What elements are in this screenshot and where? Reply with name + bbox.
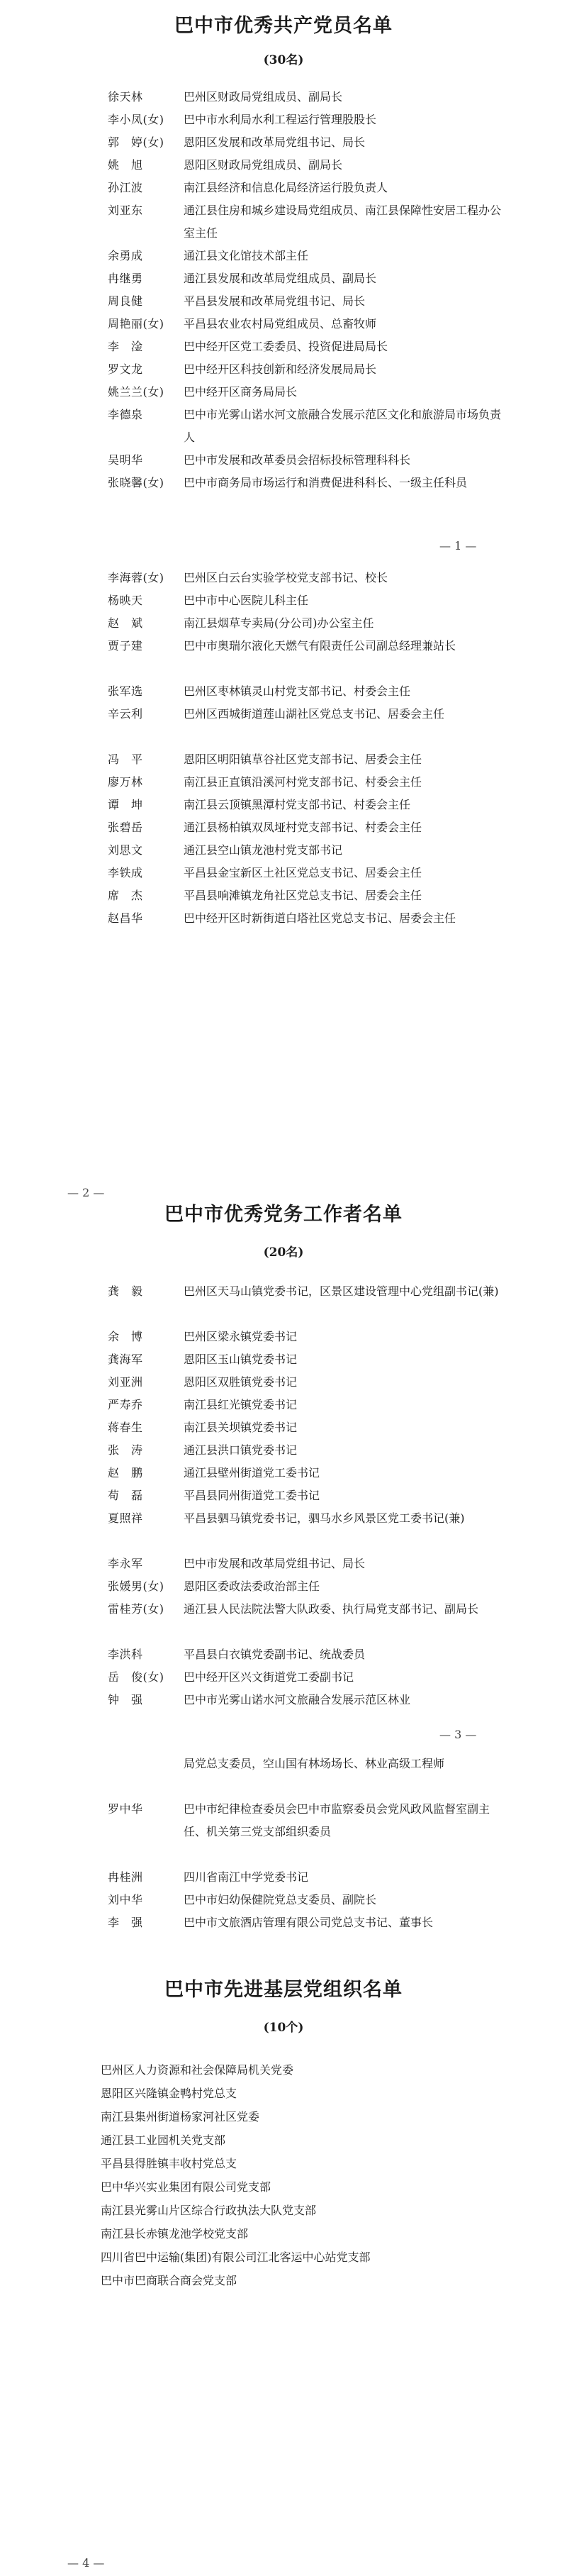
member-name: 李永军 [108,1557,143,1570]
member-name: 冉继勇 [108,272,143,285]
member-role: 平昌县农业农村局党组成员、总畜牧师 [184,317,377,331]
member-name: 谭 坤 [108,798,143,811]
member-name: 严寿乔 [108,1398,143,1411]
member-role: 南江县云顶镇黑潭村党支部书记、村委会主任 [184,798,411,811]
member-name: 余 博 [108,1330,143,1343]
member-name: 姚兰兰(女) [108,385,164,399]
member-role: 巴中市光雾山诺水河文旅融合发展示范区林业 [184,1693,411,1706]
member-role: 巴中市发展和改革局党组书记、局长 [184,1557,366,1570]
member-name: 冯 平 [108,753,143,766]
member-name: 刘中华 [108,1893,143,1906]
list-item: 南江县集州街道杨家河社区党委 [101,2110,260,2123]
member-role: 巴中市妇幼保健院党总支委员、副院长 [184,1893,377,1906]
member-name: 张晓馨(女) [108,476,164,489]
member-role: 平昌县金宝新区土社区党总支书记、居委会主任 [184,866,422,879]
list-item: 巴中市巴商联合商会党支部 [101,2274,237,2287]
member-role: 恩阳区明阳镇草谷社区党支部书记、居委会主任 [184,753,422,766]
member-name: 刘亚东 [108,204,143,217]
member-name: 姚 旭 [108,158,143,172]
member-name: 龚 毅 [108,1284,143,1298]
member-role: 通江县住房和城乡建设局党组成员、南江县保障性安居工程办公室主任 [184,204,502,240]
list-item: 南江县光雾山片区综合行政执法大队党支部 [101,2204,317,2217]
member-role: 通江县文化馆技术部主任 [184,249,309,262]
member-role: 通江县杨柏镇双凤垭村党支部书记、村委会主任 [184,821,422,834]
member-name: 李海蓉(女) [108,571,164,584]
member-name: 周良健 [108,294,143,308]
member-name: 贾子建 [108,639,143,653]
member-name: 李洪科 [108,1648,143,1661]
member-role: 南江县烟草专卖局(分公司)办公室主任 [184,616,374,630]
member-role: 平昌县白衣镇党委副书记、统战委员 [184,1648,366,1661]
member-role: 巴中经开区商务局局长 [184,385,298,399]
page-number: — 4 — [67,2556,105,2570]
member-role: 恩阳区双胜镇党委书记 [184,1375,298,1389]
member-name: 吴明华 [108,453,143,467]
member-role: 巴中市纪律检查委员会巴中市监察委员会党风政风监督室副主任、机关第三党支部组织委员 [184,1802,490,1838]
member-name: 杨映天 [108,594,143,607]
member-role: 通江县洪口镇党委书记 [184,1443,298,1457]
member-name: 张媛男(女) [108,1580,164,1593]
member-name: 冉桂洲 [108,1870,143,1884]
member-role: 恩阳区发展和改革局党组书记、局长 [184,135,366,149]
list-item: 四川省巴中运输(集团)有限公司江北客运中心站党支部 [101,2250,371,2264]
member-name: 郭 婷(女) [108,135,164,149]
member-role: 巴中经开区兴文街道党工委副书记 [184,1670,354,1684]
member-name: 余勇成 [108,249,143,262]
member-role: 通江县人民法院法警大队政委、执行局党支部书记、副局长 [184,1602,479,1616]
member-role: 平昌县发展和改革局党组书记、局长 [184,294,366,308]
page-number: — 2 — [67,1186,105,1199]
member-role: 巴州区天马山镇党委书记，区景区建设管理中心党组副书记(兼) [184,1284,499,1298]
member-role: 巴州区白云台实验学校党支部书记、校长 [184,571,388,584]
member-role: 平昌县驷马镇党委书记，驷马水乡风景区党工委书记(兼) [184,1511,465,1525]
member-name: 辛云利 [108,707,143,721]
list-item: 恩阳区兴隆镇金鸭村党总支 [101,2087,237,2100]
member-name: 赵昌华 [108,911,143,925]
member-role: 平昌县同州街道党工委书记 [184,1489,320,1502]
section-count: (20名) [263,1245,304,1260]
member-role: 平昌县响滩镇龙角社区党总支书记、居委会主任 [184,889,422,902]
member-name: 罗中华 [108,1802,143,1816]
member-name: 夏照祥 [108,1511,143,1525]
member-role: 恩阳区委政法委政治部主任 [184,1580,320,1593]
member-name: 张碧岳 [108,821,143,834]
member-name: 李铁成 [108,866,143,879]
member-name: 李小凤(女) [108,113,164,126]
member-role: 四川省南江中学党委书记 [184,1870,309,1884]
list-item: 巴中华兴实业集团有限公司党支部 [101,2180,271,2194]
member-role: 巴中经开区科技创新和经济发展局局长 [184,362,377,376]
member-name: 李 强 [108,1916,143,1929]
member-name: 雷桂芳(女) [108,1602,164,1616]
member-name: 廖万林 [108,775,143,789]
section-count: (30名) [263,53,304,67]
member-role: 巴中市奥瑞尔液化天燃气有限责任公司副总经理兼站长 [184,639,456,653]
member-name: 席 杰 [108,889,143,902]
member-name: 刘亚洲 [108,1375,143,1389]
member-role: 巴中市光雾山诺水河文旅融合发展示范区文化和旅游局市场负责人 [184,408,502,444]
member-name: 李 淦 [108,340,143,353]
member-name: 刘思文 [108,843,143,857]
section-count: (10个) [263,2021,304,2035]
member-role: 巴中市中心医院儿科主任 [184,594,309,607]
member-role: 巴州区西城街道莲山湖社区党总支书记、居委会主任 [184,707,445,721]
member-role: 南江县经济和信息化局经济运行股负责人 [184,181,388,194]
member-name: 孙江波 [108,181,143,194]
member-name: 李德泉 [108,408,143,421]
member-name: 赵 斌 [108,616,143,630]
list-item: 平昌县得胜镇丰收村党总支 [101,2157,237,2170]
member-name: 徐天林 [108,90,143,104]
list-item: 通江县工业园机关党支部 [101,2133,226,2147]
member-role: 恩阳区财政局党组成员、副局长 [184,158,343,172]
member-role: 通江县壁州街道党工委书记 [184,1466,320,1479]
member-role: 局党总支委员，空山国有林场场长、林业高级工程师 [184,1757,445,1770]
member-role: 巴中经开区时新街道白塔社区党总支书记、居委会主任 [184,911,456,925]
member-role: 巴州区枣林镇灵山村党支部书记、村委会主任 [184,684,411,698]
section-title-excellent-members: 巴中市优秀共产党员名单 [174,15,393,37]
page-number: — 1 — [439,539,477,553]
member-name: 张 涛 [108,1443,143,1457]
member-name: 苟 磊 [108,1489,143,1502]
list-item: 南江县长赤镇龙池学校党支部 [101,2227,249,2241]
member-role: 巴州区梁永镇党委书记 [184,1330,298,1343]
member-role: 巴中市文旅酒店管理有限公司党总支书记、董事长 [184,1916,434,1929]
member-role: 通江县发展和改革局党组成员、副局长 [184,272,377,285]
section-title-excellent-party-workers: 巴中市优秀党务工作者名单 [164,1204,403,1226]
member-name: 钟 强 [108,1693,143,1706]
member-role: 巴中市水利局水利工程运行管理股股长 [184,113,377,126]
member-name: 蒋春生 [108,1421,143,1434]
member-name: 赵 鹏 [108,1466,143,1479]
member-name: 张军选 [108,684,143,698]
member-name: 罗文龙 [108,362,143,376]
member-role: 巴中经开区党工委委员、投资促进局局长 [184,340,388,353]
member-role: 南江县正直镇沿溪河村党支部书记、村委会主任 [184,775,422,789]
page-number: — 3 — [439,1728,477,1741]
member-name: 龚海军 [108,1353,143,1366]
member-name: 周艳丽(女) [108,317,164,331]
member-role: 通江县空山镇龙池村党支部书记 [184,843,343,857]
member-role: 巴州区财政局党组成员、副局长 [184,90,343,104]
section-title-advanced-party-organizations: 巴中市先进基层党组织名单 [164,1979,403,2001]
list-item: 巴州区人力资源和社会保障局机关党委 [101,2063,294,2077]
member-role: 恩阳区玉山镇党委书记 [184,1353,298,1366]
member-role: 南江县关坝镇党委书记 [184,1421,298,1434]
member-role: 南江县红光镇党委书记 [184,1398,298,1411]
member-name: 岳 俊(女) [108,1670,164,1684]
member-role: 巴中市发展和改革委员会招标投标管理科科长 [184,453,411,467]
member-role: 巴中市商务局市场运行和消费促进科科长、一级主任科员 [184,476,468,489]
